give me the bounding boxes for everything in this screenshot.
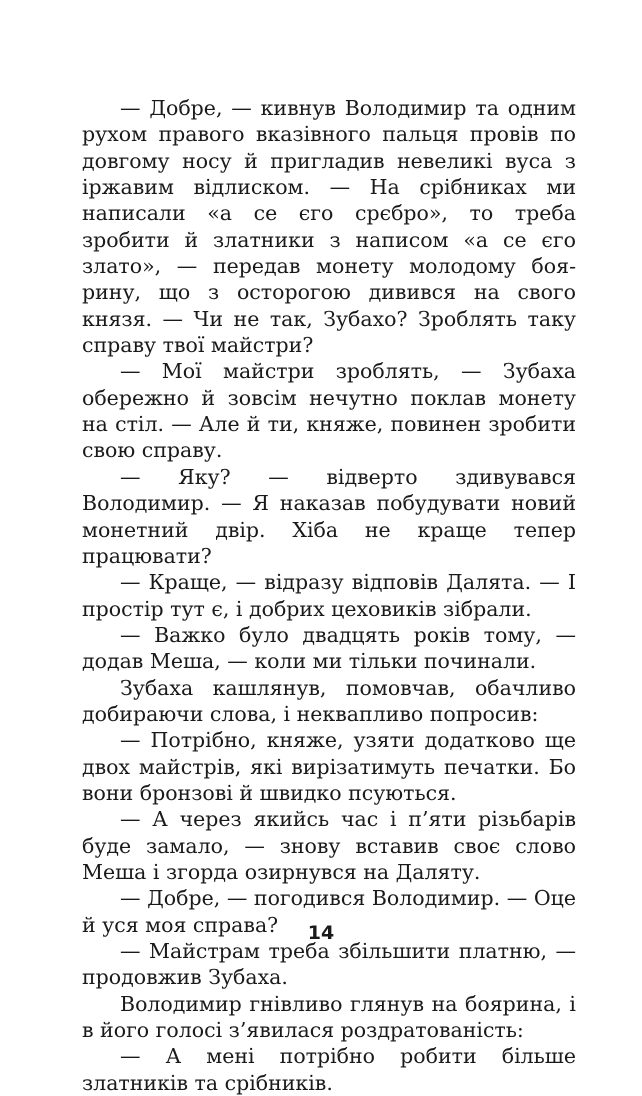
paragraph-5: — Важко було двадцять років тому, — додав Меша, — коли ми тільки починали. bbox=[82, 622, 576, 674]
page-body bbox=[82, 95, 576, 1096]
paragraph-8: — А через якийсь час і п’яти різьбарів буде замало, — знову вставив своє слово Меша і згорда озирнувся на Даляту. bbox=[82, 807, 576, 884]
paragraph-10: — Майстрам треба збільшити платню, — продовжив Зубаха. bbox=[82, 939, 576, 990]
paragraph-4: — Краще, — відразу відповів Далята. — І простір тут є, і добрих цеховиків зібрали. bbox=[82, 570, 576, 621]
paragraph-3: — Яку? — відверто здивувався Володимир. — Я наказав побудувати новий монетний двір. Хіба не краще тепер працювати? bbox=[82, 464, 576, 568]
paragraph-6: Зубаха кашлянув, помовчав, обачливо добираючи слова, і неквапливо попросив: bbox=[82, 675, 576, 726]
paragraph-1: — Добре, — кивнув Володимир та одним рухом правого вказівного пальця провів по довгому носу й пригладив невеликі вуса з іржавим відлиском. — На срібниках ми написали «а се єго срєбро», то треба зробити й златники з написом «а се єго злато», — передав монету молодому боярину, що з осторогою дивився на свого князя. — Чи не так, Зубахо? Зроблять таку справу твої майстри? bbox=[82, 96, 576, 358]
paragraph-11: Володимир гнівливо глянув на боярина, і в його голосі з’явилася роздратованість: bbox=[82, 991, 576, 1043]
paragraph-9: — Добре, — погодився Володимир. — Оце й уся моя справа? bbox=[82, 886, 576, 937]
paragraph-7: — Потрібно, княже, узяти додатково ще двох майстрів, які вирізатимуть печатки. Бо вони бронзові й швидко псуються. bbox=[82, 728, 576, 805]
paragraph-12: — А мені потрібно робити більше златників та срібників. bbox=[82, 1044, 576, 1095]
page-number: 14 bbox=[307, 922, 335, 944]
paragraph-2: — Мої майстри зроблять, — Зубаха обережно й зовсім нечутно поклав монету на стіл. — Але й ти, княже, повинен зробити свою справу. bbox=[82, 359, 576, 463]
